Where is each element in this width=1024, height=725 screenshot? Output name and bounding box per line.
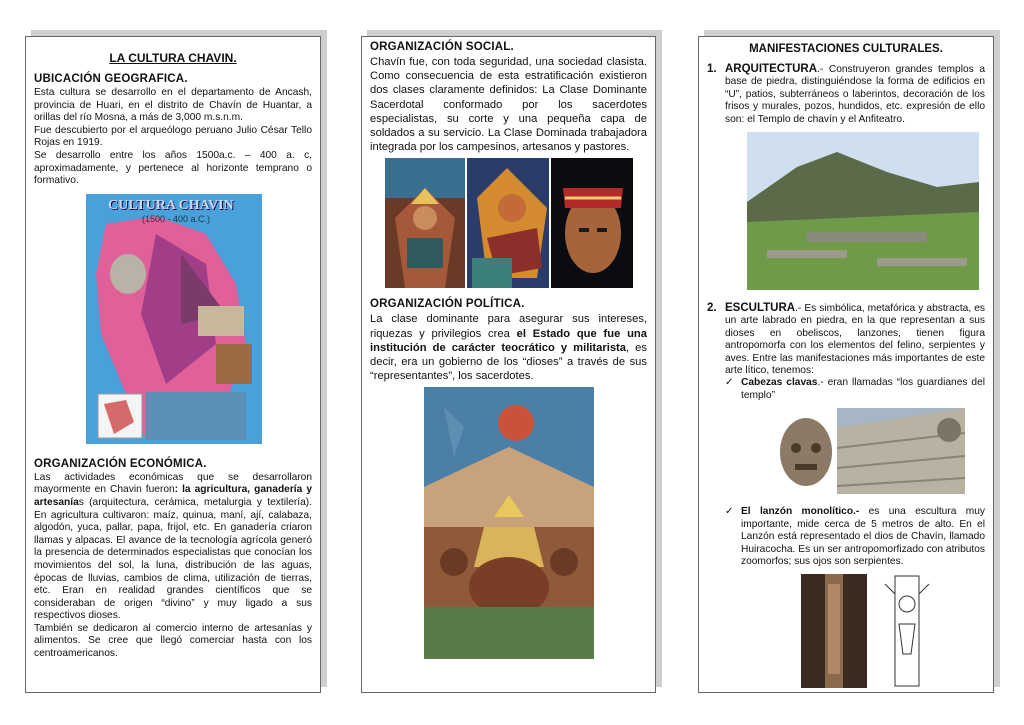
map-caption: CULTURA CHAVIN [108,197,234,213]
social-images [385,158,647,288]
page-title: LA CULTURA CHAVIN. [109,51,237,65]
cabezas-clavas-item: ✓ Cabezas clavas.- eran llamadas “los guardianes del templo” [725,377,985,401]
ubicacion-text: Esta cultura se desarrollo en el departamento de Ancash, provincia de Huari, en el distrito de Chavín de Huantar, a orillas del río Mosna, a más de 3,000 m.s.n.m. [34,87,312,124]
checkmark-icon: ✓ [725,506,734,518]
checkmark-icon: ✓ [725,377,734,389]
priest-ceremony-image [385,158,465,288]
economica-heading: ORGANIZACIÓN ECONÓMICA. [34,457,207,470]
social-heading: ORGANIZACIÓN SOCIAL. [370,41,514,53]
manifestaciones-heading: MANIFESTACIONES CULTURALES. [749,43,943,55]
map-subcaption: (1500 - 400 a.C.) [142,213,211,224]
chavin-mural-image [424,387,594,659]
lanzon-drawing [877,574,937,688]
cabeza-clava-image [777,408,835,494]
politica-heading: ORGANIZACIÓN POLÍTICA. [370,298,525,311]
lanzon-images [801,574,985,688]
panel-right [698,36,994,693]
peru-map-illustration [86,194,262,444]
social-text: Chavín fue, con toda seguridad, una sociedad clasista. Como consecuencia de esta estratificación existieron dos clases claramente definidos: La Clase Dominante Sacerdotal conformado por los sacerdotes especialistas, su corte y una pequeña capa de soldados a su servicio. La Clase Dominada trabajadora integrada por los campesinos, artesanos y pastores. [370,56,647,154]
chavin-temple-photo [747,132,979,290]
panel-middle [361,36,656,693]
cabezas-clavas-images [777,408,985,494]
panel-left [25,36,321,693]
economica-text: Las actividades económicas que se desarrollaron mayormente en Chavin fueron: la agricultura, ganadería y artesanías (arquitectura, cerámica, metalurgia y textilería). En agricultura cultivaron: maíz, quinua, maní, ají, calabaza, algodón, yuca, pallar, papa, frijol, etc. En ganadería criaron llamas y alpacas. El avance de la tecnología agrícola generó la presencia de determinados especialistas que conocían los movimientos del sol, la luna, distribución de las aguas, épocas de lluvias, cambios de clima, utilización de tierras, etc. Eran en realidad grandes científicos que se consideraban de origen “divino” y muy ligado a sus respectivos dioses. [34,471,312,622]
ubicacion-heading: UBICACIÓN GEOGRAFICA. [34,73,188,85]
map-image [86,194,262,444]
arquitectura-item: 1. ARQUITECTURA.- Construyeron grandes templos a base de piedra, distinguiéndose la forma de edificios en “U”, patios, subterráneos o laberintos, decoración de los frisos y murales, pozos, hundidos, etc. expresión de ello son: el Templo de chavín y el Anfiteatro. [707,63,985,125]
ubicacion-text-3: Se desarrollo entre los años 1500a.c. – 400 a. c, aproximadamente, y pertenece al horizonte temprano o formativo. [34,149,312,187]
temple-wall-image [837,408,965,494]
ubicacion-text-2: Fue descubierto por el arqueólogo peruano Julio César Tello Rojas en 1919. [34,124,312,149]
economica-text-2: También se dedicaron al comercio interno de artesanías y alimentos. Se cree que llegó comerciar hasta con los centroamericanos. [34,622,312,660]
lanzon-item: ✓ El lanzón monolítico.- es una escultura muy importante, mide cerca de 5 metros de alto. En el Lanzón está representado el dios de Chavín, llamado Huiracocha. Es un ser antropomorfizado con atributos zoomorfos; sus ojos son serpientes. [725,506,985,567]
inca-face-image [551,158,633,288]
escultura-item: 2. ESCULTURA.- Es simbólica, metafórica y abstracta, es un arte labrado en piedra, en la que representan a sus dioses en obeliscos, lanzones, tienen figura antropomorfa con los elementos del felino, serpientes y aves. Entre las manifestaciones más importantes de este arte lítico, tenemos: [707,302,985,377]
politica-text: La clase dominante para asegurar sus intereses, riquezas y privilegios crea el Estado que fue una institución de carácter teocrático y militarista, es decir, era un gobierno de los “dioses” a través de sus “representantes”, los sacerdotes. [370,313,647,383]
lanzon-photo [801,574,867,688]
warrior-image [467,158,549,288]
